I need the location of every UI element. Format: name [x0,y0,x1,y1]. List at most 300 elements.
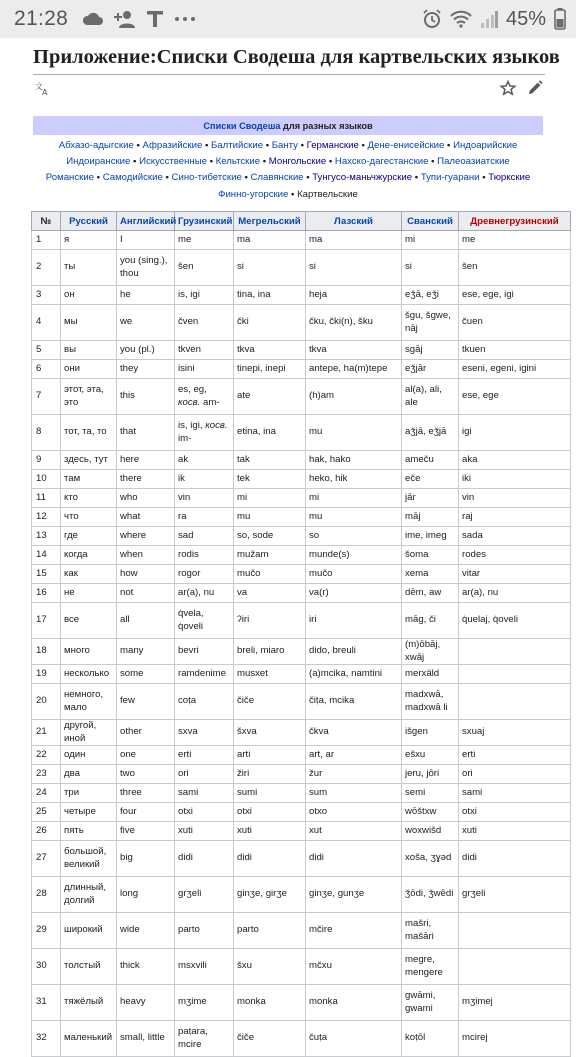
navbox-header-text: для разных языков [280,120,373,131]
navbox-link[interactable]: Тунгусо-маньчжурские [312,172,413,184]
word-cell: mučo [234,565,306,584]
navbox-link[interactable]: Дене-енисейские [367,140,445,151]
navbox-link[interactable]: Самодийские [102,172,163,184]
word-cell: va [234,584,306,603]
word-cell: ate [234,379,306,415]
row-number: 16 [32,584,61,603]
word-cell: arti [234,746,306,765]
word-cell: ginʒe, girʒe [234,877,306,913]
row-number: 28 [32,877,61,913]
word-cell: vin [175,489,234,508]
word-cell: four [117,803,175,822]
status-bar [0,0,576,38]
row-number: 22 [32,746,61,765]
word-cell: я [61,231,117,250]
word-cell: thick [117,949,175,985]
word-cell: erti [459,746,571,765]
word-cell: mʒime [175,985,234,1021]
word-cell: other [117,720,175,746]
word-cell: paṭara, mcire [175,1021,234,1057]
navbox-separator: • [162,172,172,184]
word-cell: xema [402,565,459,584]
word-cell: heavy [117,985,175,1021]
word-cell: where [117,527,175,546]
word-cell: ori [459,765,571,784]
word-cell: māj [402,508,459,527]
table-row [32,451,571,470]
swadesh-navbox [33,116,543,203]
word-cell: grʒeli [175,877,234,913]
word-cell: sami [175,784,234,803]
word-cell: madxwā, madxwā li [402,684,459,720]
word-cell: четыре [61,803,117,822]
word-cell: mčire [306,913,402,949]
word-cell: q̇vela, q̇oveli [175,603,234,639]
word-cell: when [117,546,175,565]
word-cell: tkva [234,341,306,360]
word-cell: ar(a), nu [459,584,571,603]
navbox-link[interactable]: Тупи-гуарани [420,172,480,184]
word-cell: ginʒe, gunʒe [306,877,402,913]
word-cell: tkuen [459,341,571,360]
battery-icon [554,8,566,30]
word-cell: rogor [175,565,234,584]
row-number: 1 [32,231,61,250]
word-cell: māg, či [402,603,459,639]
word-cell: few [117,684,175,720]
word-cell [459,684,571,720]
word-cell: широкий [61,913,117,949]
word-cell: sum [306,784,402,803]
word-cell: musxet [234,665,306,684]
table-row [32,341,571,360]
word-cell: antepe, ha(m)tepe [306,360,402,379]
word-cell: some [117,665,175,684]
language-icon[interactable] [35,80,51,101]
word-cell: sada [459,527,571,546]
word-cell: ik [175,470,234,489]
word-cell: didi [175,841,234,877]
t-icon [146,10,164,28]
word-cell: šoma [402,546,459,565]
column-header[interactable]: Английский [117,212,175,231]
word-cell: there [117,470,175,489]
word-cell: otxi [459,803,571,822]
page-actions [33,80,545,102]
word-cell: dēm, aw [402,584,459,603]
word-cell: čkva [306,720,402,746]
word-cell: ты [61,250,117,286]
word-cell: jeru, jōri [402,765,459,784]
word-cell: ime, imeg [402,527,459,546]
word-cell: koṭōl [402,1021,459,1057]
word-cell: didi [234,841,306,877]
word-cell: čuen [459,305,571,341]
word-cell: что [61,508,117,527]
word-cell: mu [306,415,402,451]
status-left-icons [82,10,196,28]
word-cell: long [117,877,175,913]
table-header-row [32,212,571,231]
word-cell: mi [234,489,306,508]
navbox-separator: • [297,140,307,151]
navbox-header [33,116,543,135]
svg-text:A: A [42,88,48,97]
row-number: 18 [32,639,61,665]
word-cell: art, ar [306,746,402,765]
navbox-link[interactable]: Сино-тибетские [171,172,242,184]
word-cell: two [117,765,175,784]
word-cell: coṭa [175,684,234,720]
word-cell: čku, čki(n), šku [306,305,402,341]
word-cell: one [117,746,175,765]
word-cell [459,665,571,684]
row-number: 25 [32,803,61,822]
word-cell: breli, miaro [234,639,306,665]
row-number: 2 [32,250,61,286]
word-cell: все [61,603,117,639]
navbox-link[interactable]: Германские [306,140,359,151]
word-cell: iki [459,470,571,489]
word-cell: not [117,584,175,603]
word-cell: ʔiri [234,603,306,639]
navbox-link[interactable]: Абхазо-адыгские [58,140,134,151]
word-cell: пять [61,822,117,841]
navbox-separator: • [133,140,143,151]
table-row [32,822,571,841]
word-cell: один [61,746,117,765]
row-number: 3 [32,286,61,305]
word-cell: merxäld [402,665,459,684]
navbox-link: Картвельские [297,188,358,200]
svg-text:文: 文 [35,82,43,91]
word-cell: ra [175,508,234,527]
navbox-separator: • [263,140,272,151]
star-icon[interactable] [500,80,516,101]
word-cell: vitar [459,565,571,584]
word-cell: otxi [234,803,306,822]
word-cell: čki [234,305,306,341]
word-cell: rodis [175,546,234,565]
word-cell: sad [175,527,234,546]
word-cell: es, eg, косв. am- [175,379,234,415]
word-cell: al(a), ali, ale [402,379,459,415]
column-header: № [32,212,61,231]
table-row [32,765,571,784]
word-cell: (a)mcika, namtini [306,665,402,684]
word-cell: mu [306,508,402,527]
word-cell: is, igi, косв. im- [175,415,234,451]
table-row [32,415,571,451]
word-cell: много [61,639,117,665]
navbox-link[interactable]: Палеоазиатские [437,156,510,168]
word-cell: eǯā, eǯi [402,286,459,305]
table-row [32,877,571,913]
navbox-separator: • [428,156,438,168]
navbox-link[interactable]: Финно-угорские [218,188,289,200]
word-cell: monḳa [306,985,402,1021]
word-cell: xut [306,822,402,841]
word-cell: q̇uelaj, q̇oveli [459,603,571,639]
word-cell: is, igi [175,286,234,305]
table-row [32,603,571,639]
word-cell: xoša, ʒɣəd [402,841,459,877]
word-cell: wōštxw [402,803,459,822]
navbox-link[interactable]: Индоиранские [66,156,131,168]
row-number: 10 [32,470,61,489]
table-row [32,985,571,1021]
navbox-separator: • [94,172,103,184]
word-cell: that [117,415,175,451]
word-cell: xuti [459,822,571,841]
row-number: 29 [32,913,61,949]
word-cell: толстый [61,949,117,985]
word-cell: ma [306,231,402,250]
word-cell: etina, ina [234,415,306,451]
row-number: 26 [32,822,61,841]
word-cell: grʒeli [459,877,571,913]
word-cell: parto [175,913,234,949]
table-row [32,841,571,877]
word-cell: šxva [234,720,306,746]
row-number: 13 [32,527,61,546]
navbox-separator: • [479,172,489,184]
word-cell: čven [175,305,234,341]
word-cell: didi [306,841,402,877]
word-cell: aka [459,451,571,470]
word-cell: sami [459,784,571,803]
row-number: 17 [32,603,61,639]
word-cell: tkven [175,341,234,360]
row-number: 20 [32,684,61,720]
navbox-separator: • [206,156,216,168]
table-row [32,913,571,949]
word-cell: tina, ina [234,286,306,305]
word-cell [459,639,571,665]
table-row [32,639,571,665]
word-cell: you (sing.), thou [117,250,175,286]
navbox-link[interactable]: Афразийские [142,140,203,151]
edit-pencil-icon[interactable] [527,80,543,101]
word-cell: si [306,250,402,286]
table-body [32,231,571,1057]
word-cell: iri [306,603,402,639]
word-cell: isini [175,360,234,379]
word-cell: čuṭa [306,1021,402,1057]
navbox-link[interactable]: Славянские [250,172,304,184]
word-cell: eseni, egeni, igini [459,360,571,379]
word-cell: small, little [117,1021,175,1057]
word-cell: big [117,841,175,877]
word-cell: va(r) [306,584,402,603]
status-right-icons [422,8,566,31]
word-cell: вы [61,341,117,360]
navbox-link[interactable]: Романские [45,172,95,184]
column-header[interactable]: Лазский [306,212,402,231]
navbox-link[interactable]: Балтийские [211,140,264,151]
word-cell: five [117,822,175,841]
word-cell: где [61,527,117,546]
table-row [32,720,571,746]
navbox-line [35,154,541,170]
word-cell: ori [175,765,234,784]
navbox-separator: • [260,156,269,168]
table-row [32,949,571,985]
word-cell: ǯōdi, ǯwēdi [402,877,459,913]
word-cell: here [117,451,175,470]
table-row [32,489,571,508]
word-cell: mi [402,231,459,250]
table-row [32,584,571,603]
column-header[interactable]: Грузинский [175,212,234,231]
word-cell: how [117,565,175,584]
word-cell: (m)ōbāj, xwāj [402,639,459,665]
row-number: 23 [32,765,61,784]
navbox-separator: • [358,140,368,151]
word-cell: bevri [175,639,234,665]
word-cell: semi [402,784,459,803]
column-header[interactable]: Сванский [402,212,459,231]
word-cell: tkva [306,341,402,360]
word-cell: šgu, šgwe, nāj [402,305,459,341]
column-header[interactable]: Русский [61,212,117,231]
cloud-icon [82,12,104,26]
row-number: 24 [32,784,61,803]
word-cell: munde(s) [306,546,402,565]
word-cell: ese, ege [459,379,571,415]
word-cell: megre, mengere [402,949,459,985]
word-cell: šen [459,250,571,286]
row-number: 12 [32,508,61,527]
navbox-separator: • [444,140,454,151]
wifi-icon [450,10,472,28]
column-header[interactable]: Мегрельский [234,212,306,231]
word-cell: so [306,527,402,546]
navbox-line [35,138,541,154]
word-cell: šen [175,250,234,286]
word-cell: čiṭa, mcika [306,684,402,720]
alarm-icon [422,9,442,29]
word-cell: gwāmi, gwami [402,985,459,1021]
word-cell: mʒimej [459,985,571,1021]
word-cell: erti [175,746,234,765]
navbox-header-link[interactable]: Списки Сводеша [203,120,281,131]
word-cell: ešxu [402,746,459,765]
navbox-separator: • [326,156,335,168]
word-cell: тяжёлый [61,985,117,1021]
word-cell: (h)am [306,379,402,415]
navbox-link[interactable]: Нахско-дагестанские [334,156,429,168]
word-cell: ar(a), nu [175,584,234,603]
word-cell: šxu [234,949,306,985]
row-number: 4 [32,305,61,341]
word-cell: несколько [61,665,117,684]
row-number: 6 [32,360,61,379]
battery-percent: 45% [505,7,546,30]
navbox-separator: • [303,172,313,184]
word-cell: otxo [306,803,402,822]
word-cell: ese, ege, igi [459,286,571,305]
word-cell: кто [61,489,117,508]
row-number: 30 [32,949,61,985]
column-header[interactable]: Древнегрузинский [459,212,571,231]
word-cell: большой, великий [61,841,117,877]
word-cell: we [117,305,175,341]
table-row [32,665,571,684]
word-cell: dido, breuli [306,639,402,665]
navbox-link[interactable]: Индоарийские [453,140,518,151]
navbox-line [35,187,541,203]
table-row [32,508,571,527]
word-cell: heja [306,286,402,305]
row-number: 8 [32,415,61,451]
navbox-separator: • [202,140,211,151]
word-cell: мы [61,305,117,341]
word-cell: ramdenime [175,665,234,684]
word-cell: mužam [234,546,306,565]
navbox-separator: • [130,156,140,168]
word-cell: this [117,379,175,415]
word-cell: ma [234,231,306,250]
word-cell: čiče [234,684,306,720]
word-cell: когда [61,546,117,565]
word-cell: длинный, долгий [61,877,117,913]
navbox-link[interactable]: Кельтские [215,156,261,168]
word-cell: три [61,784,117,803]
word-cell: там [61,470,117,489]
word-cell: sgāj [402,341,459,360]
table-row [32,565,571,584]
row-number: 9 [32,451,61,470]
word-cell: два [61,765,117,784]
word-cell: so, sode [234,527,306,546]
table-row [32,684,571,720]
table-row [32,470,571,489]
word-cell: vin [459,489,571,508]
more-dots-icon [174,16,196,22]
word-cell: čiče [234,1021,306,1057]
navbox-link[interactable]: Искусственные [139,156,207,168]
word-cell: eǯjār [402,360,459,379]
word-cell: mu [234,508,306,527]
table-row [32,286,571,305]
table-row [32,250,571,286]
word-cell: mčxu [306,949,402,985]
word-cell: rodes [459,546,571,565]
word-cell: mi [306,489,402,508]
word-cell: išgen [402,720,459,746]
word-cell: xuti [175,822,234,841]
table-row [32,1021,571,1057]
word-cell: wide [117,913,175,949]
word-cell: many [117,639,175,665]
navbox-separator: • [412,172,421,184]
word-cell: he [117,286,175,305]
word-cell [459,949,571,985]
navbox-link[interactable]: Монгольские [268,156,327,168]
row-number: 7 [32,379,61,415]
navbox-link[interactable]: Тюркские [488,172,531,184]
navbox-link[interactable]: Банту [271,140,298,151]
word-cell: ameču [402,451,459,470]
word-cell: žiri [234,765,306,784]
table-row [32,305,571,341]
word-cell: woxwišd [402,822,459,841]
table-row [32,803,571,822]
swadesh-table [31,211,571,1057]
word-cell: si [234,250,306,286]
word-cell: monḳa [234,985,306,1021]
